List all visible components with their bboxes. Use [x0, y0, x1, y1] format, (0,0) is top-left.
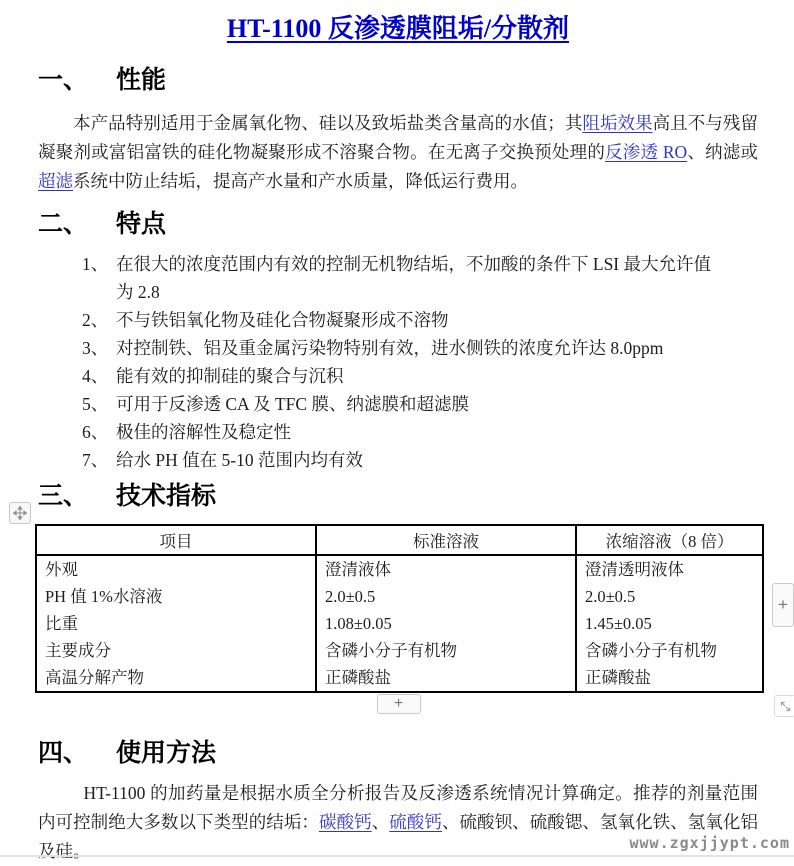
inline-link[interactable]: 碳酸钙 — [319, 812, 372, 832]
table-move-handle[interactable] — [9, 502, 31, 524]
table-row — [36, 555, 763, 583]
feature-number: 3、 — [82, 338, 109, 358]
text-run: HT-1100 的加药量是根据水质全分析报告及反渗透系统情况计算确定。推荐的剂量范围内可控制绝大多数以下类型的结垢： — [38, 783, 758, 832]
table-cell: 澄清透明液体 — [576, 555, 763, 583]
table-cell: 正磷酸盐 — [576, 664, 763, 692]
site-watermark: www.zgxjjypt.com — [629, 834, 790, 852]
table-cell: 含磷小分子有机物 — [316, 637, 576, 664]
feature-text: 不与铁铝氧化物及硅化合物凝聚形成不溶物 — [116, 310, 449, 330]
table-cell: 主要成分 — [36, 637, 316, 664]
resize-icon — [779, 700, 792, 713]
feature-text: 在很大的浓度范围内有效的控制无机物结垢，不加酸的条件下 LSI 最大允许值为 2.8 — [116, 254, 711, 302]
section-heading-performance — [38, 64, 758, 96]
section-heading-features — [38, 208, 758, 240]
table-row — [36, 610, 763, 637]
section-heading-specs — [38, 480, 758, 512]
inline-link[interactable]: 硫酸钙 — [389, 812, 442, 832]
table-cell: 2.0±0.5 — [576, 583, 763, 610]
specs-table-zone — [35, 524, 788, 712]
feature-item — [82, 390, 758, 418]
text-run: 系统中防止结垢，提高产水量和产水质量，降低运行费用。 — [73, 171, 528, 191]
table-cell: 正磷酸盐 — [316, 664, 576, 692]
page-title — [38, 14, 758, 44]
feature-item — [82, 418, 758, 446]
plus-icon: + — [778, 595, 788, 614]
feature-item — [82, 306, 758, 334]
feature-item — [82, 334, 758, 362]
feature-item — [82, 362, 758, 390]
table-cell: PH 值 1%水溶液 — [36, 583, 316, 610]
move-icon — [13, 506, 27, 520]
table-row — [36, 583, 763, 610]
table-add-column-button[interactable] — [772, 583, 794, 627]
table-cell: 含磷小分子有机物 — [576, 637, 763, 664]
section-number: 二、 — [38, 210, 89, 238]
section-heading-usage — [38, 737, 758, 769]
feature-number: 7、 — [82, 450, 109, 470]
plus-icon: + — [393, 695, 404, 712]
inline-link[interactable]: 超滤 — [38, 171, 73, 191]
section-title: 性能 — [116, 66, 167, 94]
table-cell: 高温分解产物 — [36, 664, 316, 692]
text-run: 本产品特别适用于金属氧化物、硅以及致垢盐类含量高的水值；其 — [73, 113, 583, 133]
section-title: 使用方法 — [116, 739, 217, 767]
section-title: 特点 — [116, 210, 167, 238]
table-resize-handle[interactable] — [774, 695, 794, 717]
table-cell: 外观 — [36, 555, 316, 583]
performance-paragraph — [38, 109, 758, 196]
inline-link[interactable]: 反渗透 RO — [605, 142, 688, 162]
text-run: 、纳滤或 — [687, 142, 759, 162]
table-header-row — [36, 525, 763, 555]
table-header-cell: 标准溶液 — [316, 525, 576, 555]
feature-text: 对控制铁、铝及重金属污染物特别有效，进水侧铁的浓度允许达 8.0ppm — [116, 338, 664, 358]
text-run: 高且不与残留凝聚剂或富铝富铁的硅化物凝聚形成不溶聚合物。在无离子交换预处理的 — [38, 113, 759, 162]
table-cell: 比重 — [36, 610, 316, 637]
text-run: 、硫酸钡、硫酸锶、氢氧化铁、氢氧化铝及硅。 — [38, 812, 758, 861]
table-header-cell: 项目 — [36, 525, 316, 555]
feature-number: 2、 — [82, 310, 109, 330]
feature-list — [82, 250, 758, 474]
table-cell: 1.45±0.05 — [576, 610, 763, 637]
feature-text: 给水 PH 值在 5-10 范围内均有效 — [116, 450, 363, 470]
section-number: 四、 — [38, 739, 89, 767]
table-cell: 1.08±0.05 — [316, 610, 576, 637]
table-cell: 澄清液体 — [316, 555, 576, 583]
feature-number: 5、 — [82, 394, 109, 414]
table-add-row-button[interactable] — [377, 694, 421, 714]
inline-link[interactable]: 阻垢效果 — [582, 113, 653, 133]
feature-item — [82, 250, 758, 306]
feature-number: 1、 — [82, 254, 109, 274]
section-title: 技术指标 — [116, 482, 217, 510]
feature-number: 6、 — [82, 422, 109, 442]
usage-paragraph — [38, 779, 758, 866]
feature-item — [82, 446, 758, 474]
section-number: 三、 — [38, 482, 89, 510]
table-cell: 2.0±0.5 — [316, 583, 576, 610]
table-row — [36, 637, 763, 664]
section-number: 一、 — [38, 66, 89, 94]
specs-table — [35, 524, 764, 693]
feature-text: 极佳的溶解性及稳定性 — [116, 422, 291, 442]
feature-text: 可用于反渗透 CA 及 TFC 膜、纳滤膜和超滤膜 — [116, 394, 469, 414]
text-run: 、 — [371, 812, 390, 832]
table-row — [36, 664, 763, 692]
feature-number: 4、 — [82, 366, 109, 386]
feature-text: 能有效的抑制硅的聚合与沉积 — [116, 366, 344, 386]
table-header-cell: 浓缩溶液（8 倍） — [576, 525, 763, 555]
page-title-text: HT-1100 反渗透膜阻垢/分散剂 — [226, 14, 570, 43]
